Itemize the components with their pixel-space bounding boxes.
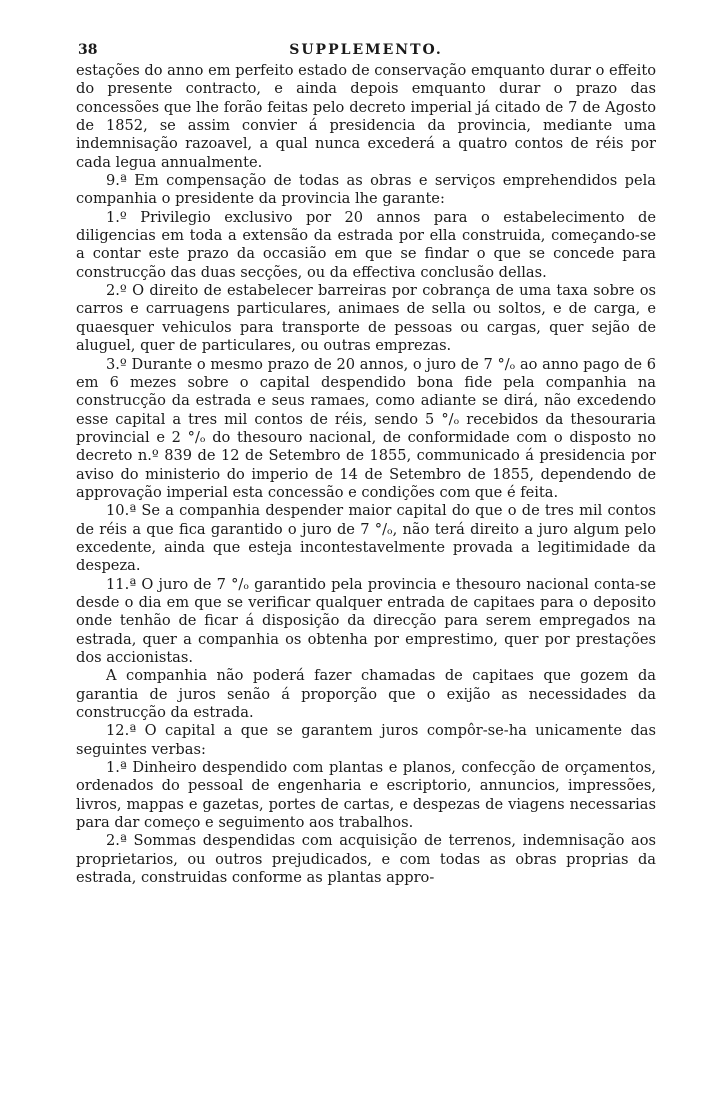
clause-12: 12.ª O capital a que se garantem juros compôr-se-ha unicamente das seguintes verbas: (76, 722, 656, 758)
clause-9: 9.ª Em compensação de todas as obras e serviços emprehendidos pela companhia o presidente da provincia lhe garante: (76, 172, 656, 208)
paragraph-capital-calls: A companhia não poderá fazer chamadas de capitaes que gozem da garantia de juros senão á proporção que o exijão as necessidades da construcção da estrada. (76, 667, 656, 722)
page-header (76, 34, 656, 62)
running-title: SUPPLEMENTO. (289, 42, 443, 58)
clause-10: 10.ª Se a companhia despender maior capital do que o de tres mil contos de réis a que fica garantido o juro de 7 °/ₒ, não terá direito a juro algum pelo excedente, ainda que esteja incontestavelmente provada a legitimidade da despeza. (76, 502, 656, 575)
item-3-interest: 3.º Durante o mesmo prazo de 20 annos, o juro de 7 °/ₒ ao anno pago de 6 em 6 mezes sobre o capital despendido bona fide pela companhia na construcção da estrada e seus ramaes, como adiante se dirá, não excedendo esse capital a tres mil contos de réis, sendo 5 °/ₒ recebidos da thesouraria provincial e 2 °/ₒ do thesouro nacional, de conformidade com o disposto no decreto n.º 839 de 12 de Setembro de 1855, communicado á presidencia por aviso do ministerio do imperio de 14 de Setembro de 1855, dependendo de approvação imperial esta concessão e condições com que é feita. (76, 355, 656, 501)
paragraph-continuation: estações do anno em perfeito estado de conservação emquanto durar o effeito do presente contracto, e ainda depois emquanto durar o prazo das concessões que lhe forão feitas pelo decreto imperial já citado de 7 de Agosto de 1852, se assim convier á presidencia da provincia, mediante uma indemnisação razoavel, a qual nunca excederá a quatro contos de réis por cada legua annualmente. (76, 62, 656, 171)
document-page (76, 34, 656, 887)
item-2-barriers: 2.º O direito de estabelecer barreiras por cobrança de uma taxa sobre os carros e carruagens particulares, animaes de sella ou soltos, e de carga, e quaesquer vehiculos para transporte de pessoas ou cargas, quer sejão de aluguel, quer de particulares, ou outras emprezas. (76, 282, 656, 355)
clause-11: 11.ª O juro de 7 °/ₒ garantido pela provincia e thesouro nacional conta-se desde o dia em que se verificar qualquer entrada de capitaes para o deposito onde tenhão de ficar á disposição da direcção para serem empregados na estrada, quer a companhia os obtenha por emprestimo, quer por prestações dos accionistas. (76, 575, 656, 666)
body-text (76, 62, 656, 887)
item-2-land: 2.ª Sommas despendidas com acquisição de terrenos, indemnisação aos proprietarios, ou outros prejudicados, e com todas as obras proprias da estrada, construidas conforme as plantas appro- (76, 832, 656, 887)
item-1-privilege: 1.º Privilegio exclusivo por 20 annos para o estabelecimento de diligencias em toda a extensão da estrada por ella construida, começando-se a contar este prazo da occasião em que se findar o que se concede para construcção das duas secções, ou da effectiva conclusão dellas. (76, 208, 656, 281)
page-number: 38 (78, 42, 98, 58)
item-1-expenses: 1.ª Dinheiro despendido com plantas e planos, confecção de orçamentos, ordenados do pessoal de engenharia e escriptorio, annuncios, impressões, livros, mappas e gazetas, portes de cartas, e despezas de viagens necessarias para dar começo e seguimento aos trabalhos. (76, 759, 656, 832)
